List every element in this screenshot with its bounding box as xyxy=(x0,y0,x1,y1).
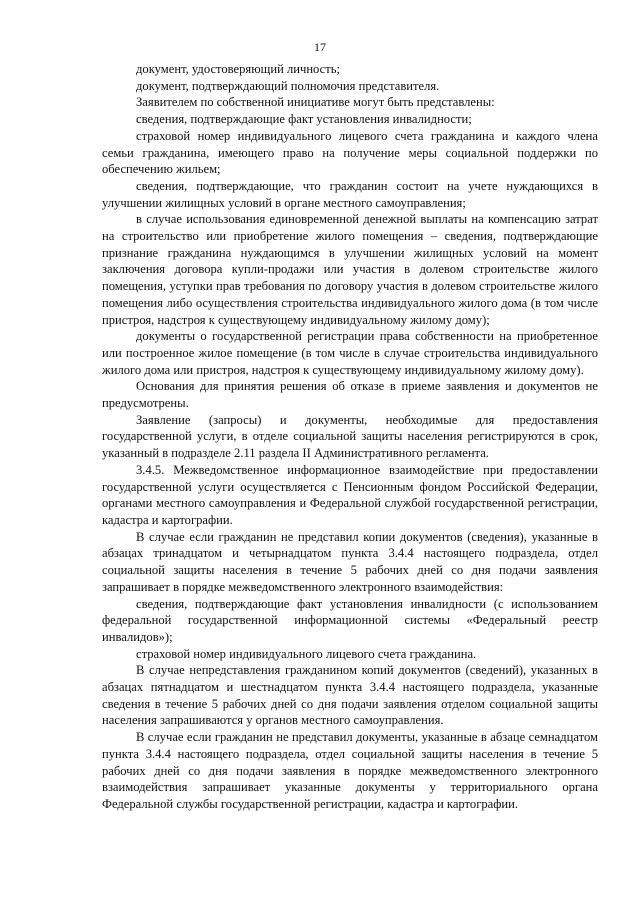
paragraph: 3.4.5. Межведомственное информационное взаимодействие при предоставлении государственной услуги осуществляется с Пенсионным фондом Российской Федерации, органами местного самоуправления и Федеральной службой государственной регистрации, кадастра и картографии. xyxy=(102,462,598,527)
paragraph: В случае если гражданин не представил копии документов (сведения), указанные в абзацах тринадцатом и четырнадцатом пункта 3.4.4 настоящего подраздела, отдел социальной защиты населения в течение 5 рабочих дней со дня подачи заявления запрашивает в порядке межведомственного электронного взаимодействия: xyxy=(102,529,598,594)
paragraph: страховой номер индивидуального лицевого счета гражданина. xyxy=(136,646,477,661)
paragraph: документ, подтверждающий полномочия представителя. xyxy=(136,78,440,93)
paragraph: сведения, подтверждающие факт установления инвалидности; xyxy=(136,112,472,127)
paragraph: сведения, подтверждающие факт установления инвалидности (с использованием федеральной государственной информационной системы «Федеральный реестр инвалидов»); xyxy=(102,596,598,644)
paragraph: страховой номер индивидуального лицевого счета гражданина и каждого члена семьи гражданина, имеющего право на получение меры социальной поддержки по обеспечению жильем; xyxy=(102,128,598,177)
paragraph: документ, удостоверяющий личность; xyxy=(136,62,341,76)
paragraph: В случае непредставления гражданином копий документов (сведений), указанных в абзацах пятнадцатом и шестнадцатом пункта 3.4.4 настоящего подраздела, указанные сведения в течение 5 рабочих дней со дня подачи заявления отделом социальной защиты населения запрашиваются у органов местного самоуправления. xyxy=(102,663,598,728)
paragraph: в случае использования единовременной денежной выплаты на компенсацию затрат на строительство или приобретение жилого помещения – сведения, подтверждающие признание гражданина нуждающимся в улучшении жилищных условий на момент заключения договора купли-продажи или участия в долевом строительстве жилого помещения, уступки прав требования по договору участия в долевом строительстве жилого помещения либо осуществления строительства индивидуального жилого дома (в том числе пристроя, надстроя к существующему индивидуальному жилому дому); xyxy=(102,212,598,327)
paragraph: Заявление (запросы) и документы, необходимые для предоставления государственной услуги, в отделе социальной защиты населения регистрируются в срок, указанный в подразделе 2.11 раздела II Административного регламента. xyxy=(102,412,598,461)
page-number: 17 xyxy=(314,40,326,54)
paragraph: сведения, подтверждающие, что гражданин состоит на учете нуждающихся в улучшении жилищных условий в органе местного самоуправления; xyxy=(102,178,598,210)
document-body xyxy=(102,61,598,813)
paragraph: Основания для принятия решения об отказе в приеме заявления и документов не предусмотрены. xyxy=(102,379,598,411)
paragraph: Заявителем по собственной инициативе могут быть представлены: xyxy=(136,95,495,110)
paragraph: В случае если гражданин не представил документы, указанные в абзаце семнадцатом пункта 3.4.4 настоящего подраздела, отдел социальной защиты населения в течение 5 рабочих дней со дня подачи заявления в порядке межведомственного электронного взаимодействия запрашивает указанные документы у территориального органа Федеральной службы государственной регистрации, кадастра и картографии. xyxy=(102,730,598,811)
paragraph: документы о государственной регистрации права собственности на приобретенное или построенное жилое помещение (в том числе в случае строительства индивидуального жилого дома или пристроя, надстроя к существующему индивидуальному жилому дому). xyxy=(102,329,598,377)
